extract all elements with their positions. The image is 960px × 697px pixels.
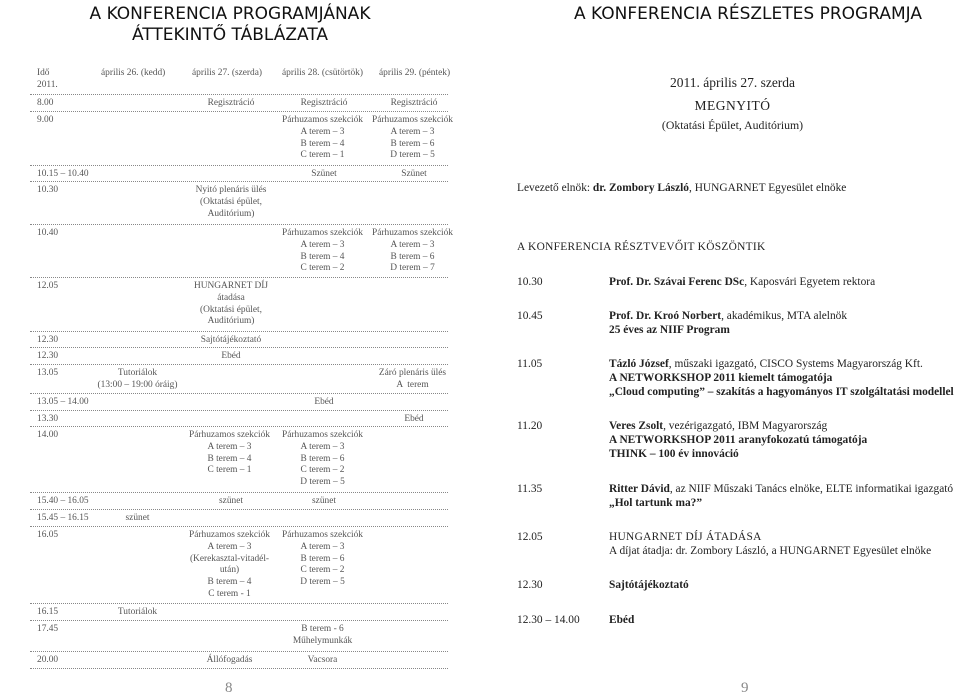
header-apr29: április 29. (péntek): [379, 68, 451, 78]
time-cell: 12.05: [37, 281, 59, 291]
cell-parallel-sessions: Párhuzamos szekciók A terem – 3 B terem – 4 C terem – 1: [282, 115, 363, 161]
time-cell: 8.00: [37, 98, 54, 108]
award-presenter: A díjat átadja: dr. Zombory László, a HUNGARNET Egyesület elnöke: [609, 545, 932, 557]
row-rule: [30, 364, 448, 365]
left-title-line2: ÁTTEKINTŐ TÁBLÁZATA: [131, 25, 329, 45]
cell-break: szünet: [125, 513, 150, 523]
talk-title: THINK – 100 év innováció: [609, 448, 739, 460]
item-time: 10.30: [517, 276, 543, 288]
cell-break: szünet: [219, 496, 243, 506]
cell-break: Szünet: [401, 169, 427, 179]
cell-press-conference: Sajtótájékoztató: [200, 335, 262, 345]
time-cell: 10.15 – 10.40: [37, 169, 89, 179]
item-time: 10.45: [517, 310, 543, 322]
row-rule: [30, 94, 448, 95]
speaker-name: Tázló József: [609, 358, 669, 370]
speaker-name: Prof. Dr. Szávai Ferenc DSc: [609, 276, 745, 288]
speaker-title: , vezérigazgató, IBM Magyarország: [663, 420, 828, 432]
item-label: Ebéd: [609, 614, 635, 626]
item-text: [609, 309, 847, 323]
cell-workshops: B terem - 6 Műhelymunkák: [292, 624, 353, 646]
time-cell: 20.00: [37, 655, 59, 665]
page-number-left: 8: [225, 680, 233, 696]
award-heading: HUNGARNET DÍJ ÁTADÁSA: [609, 531, 762, 543]
row-rule: [30, 603, 448, 604]
cell-lunch: Ebéd: [404, 414, 424, 424]
item-text: [609, 275, 875, 289]
speaker-title: , az NIIF Műszaki Tanács elnöke, ELTE informatikai igazgató: [669, 483, 954, 495]
item-time: 12.30 – 14.00: [517, 614, 580, 626]
row-rule: [30, 165, 448, 166]
item-time: 11.35: [517, 483, 543, 495]
item-time: 12.05: [517, 531, 543, 543]
row-rule: [30, 181, 448, 182]
header-time: Idő 2011.: [37, 68, 58, 90]
talk-title: 25 éves az NIIF Program: [609, 324, 730, 336]
time-cell: 13.05 – 14.00: [37, 397, 89, 407]
cell-registration-29: Regisztráció: [390, 98, 438, 108]
cell-closing-plenary: Záró plenáris ülés A terem: [378, 368, 447, 390]
right-title: A KONFERENCIA RÉSZLETES PROGRAMJA: [574, 4, 922, 24]
talk-title: „Hol tartunk ma?”: [609, 497, 703, 509]
session-date: 2011. április 27. szerda: [669, 75, 796, 90]
chair-prefix: Levezető elnök:: [517, 182, 593, 194]
time-cell: 13.05: [37, 368, 59, 378]
time-cell: 13.30: [37, 414, 59, 424]
cell-parallel-sessions: Párhuzamos szekciók A terem – 3 B terem – 4 C terem – 2: [282, 228, 363, 274]
cell-registration-27: Regisztráció: [207, 98, 255, 108]
speaker-title: , Kaposvári Egyetem rektora: [744, 276, 876, 288]
cell-tutorials: Tutoriálok (13:00 – 19:00 óráig): [97, 368, 178, 390]
row-rule: [30, 668, 448, 669]
item-text: [609, 357, 923, 371]
header-apr27: április 27. (szerda): [192, 68, 263, 78]
row-rule: [30, 111, 448, 112]
item-time: 12.30: [517, 579, 543, 591]
item-text: [609, 419, 827, 433]
cell-break: szünet: [312, 496, 336, 506]
time-cell: 15.45 – 16.15: [37, 513, 89, 523]
left-title-line1: A KONFERENCIA PROGRAMJÁNAK: [89, 4, 371, 24]
time-cell: 12.30: [37, 335, 59, 345]
header-apr26: április 26. (kedd): [101, 68, 166, 78]
row-rule: [30, 410, 448, 411]
item-label: Sajtótájékoztató: [609, 579, 689, 591]
time-cell: 12.30: [37, 351, 59, 361]
row-rule: [30, 492, 448, 493]
sponsor-line: A NETWORKSHOP 2011 aranyfokozatú támogatója: [609, 434, 868, 446]
talk-title: „Cloud computing” – szakítás a hagyományos IT szolgáltatási modellel: [609, 386, 954, 398]
speaker-name: Prof. Dr. Kroó Norbert: [609, 310, 722, 322]
opening-venue: (Oktatási Épület, Auditórium): [661, 118, 804, 132]
chair-line: [517, 181, 846, 195]
row-rule: [30, 509, 448, 510]
welcome-heading: A KONFERENCIA RÉSZTVEVŐIT KÖSZÖNTIK: [517, 241, 766, 253]
time-cell: 10.40: [37, 228, 59, 238]
cell-parallel-sessions: Párhuzamos szekciók A terem – 3 B terem – 6 D terem – 5: [372, 115, 453, 161]
time-cell: 14.00: [37, 430, 59, 440]
time-cell: 15.40 – 16.05: [37, 496, 89, 506]
opening-heading: MEGNYITÓ: [694, 98, 771, 113]
cell-lunch: Ebéd: [221, 351, 241, 361]
row-rule: [30, 393, 448, 394]
item-time: 11.05: [517, 358, 543, 370]
left-title: [60, 4, 400, 46]
row-rule: [30, 426, 448, 427]
speaker-name: Veres Zsolt: [609, 420, 664, 432]
cell-tutorials: Tutoriálok: [117, 607, 158, 617]
cell-reception: Állófogadás: [206, 655, 253, 665]
row-rule: [30, 347, 448, 348]
cell-hungarnet-award: HUNGARNET DÍJ átadása (Oktatási épület, Auditórium): [193, 281, 269, 327]
cell-dinner: Vacsora: [307, 655, 338, 665]
chair-suffix: , HUNGARNET Egyesület elnöke: [689, 182, 847, 194]
page-number-right: 9: [741, 680, 749, 696]
cell-registration-28: Regisztráció: [300, 98, 348, 108]
time-cell: 9.00: [37, 115, 54, 125]
cell-parallel-sessions: Párhuzamos szekciók A terem – 3 B terem – 6 D terem – 7: [372, 228, 453, 274]
cell-parallel-sessions: Párhuzamos szekciók A terem – 3 B terem – 4 C terem – 1: [189, 430, 270, 476]
time-cell: 10.30: [37, 185, 59, 195]
speaker-title: , műszaki igazgató, CISCO Systems Magyarország Kft.: [668, 358, 923, 370]
sponsor-line: A NETWORKSHOP 2011 kiemelt támogatója: [609, 372, 833, 384]
row-rule: [30, 526, 448, 527]
header-apr28: április 28. (csütörtök): [282, 68, 363, 78]
row-rule: [30, 651, 448, 652]
row-rule: [30, 331, 448, 332]
row-rule: [30, 224, 448, 225]
cell-parallel-sessions: Párhuzamos szekciók A terem – 3 (Kerekasztal-vitadél- után) B terem – 4 C terem - 1: [189, 530, 270, 599]
cell-parallel-sessions: Párhuzamos szekciók A terem – 3 B terem – 6 C terem – 2 D terem – 5: [282, 430, 363, 488]
opening-block: [515, 74, 950, 133]
cell-opening-plenary: Nyitó plenáris ülés (Oktatási épület, Auditórium): [195, 185, 267, 219]
time-cell: 17.45: [37, 624, 59, 634]
row-rule: [30, 277, 448, 278]
item-time: 11.20: [517, 420, 543, 432]
speaker-name: Ritter Dávid: [609, 483, 670, 495]
chair-name: dr. Zombory László: [592, 182, 689, 194]
cell-lunch: Ebéd: [314, 397, 334, 407]
speaker-title: , akadémikus, MTA alelnök: [721, 310, 848, 322]
time-cell: 16.15: [37, 607, 59, 617]
item-text: [609, 482, 953, 496]
time-cell: 16.05: [37, 530, 59, 540]
cell-parallel-sessions: Párhuzamos szekciók A terem – 3 B terem – 6 C terem – 2 D terem – 5: [282, 530, 363, 588]
cell-break: Szünet: [311, 169, 337, 179]
row-rule: [30, 620, 448, 621]
